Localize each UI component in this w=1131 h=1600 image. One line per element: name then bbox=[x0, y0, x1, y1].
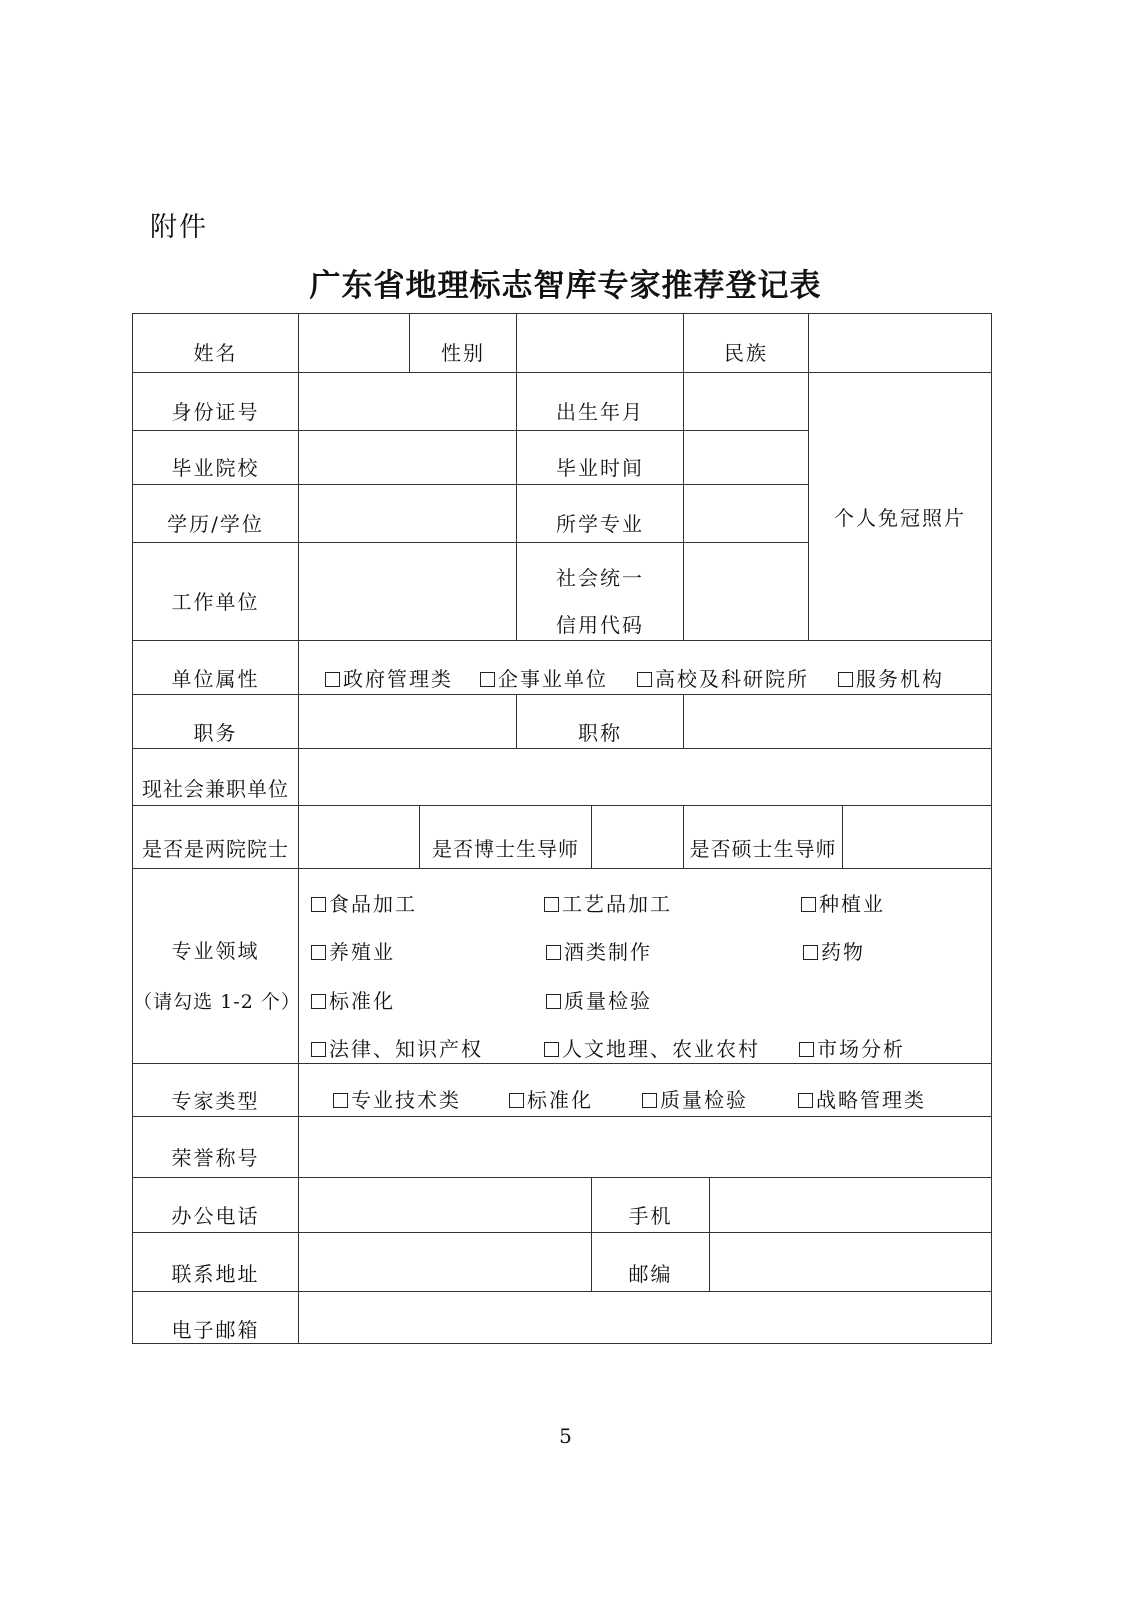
expert-type-option[interactable]: 标准化 bbox=[509, 1084, 593, 1113]
checkbox-icon[interactable] bbox=[799, 1042, 814, 1057]
label-position: 职务 bbox=[193, 721, 238, 745]
row-divider bbox=[132, 1177, 992, 1178]
label-major: 所学专业 bbox=[556, 512, 644, 536]
column-divider bbox=[683, 694, 684, 748]
row-divider bbox=[132, 542, 809, 543]
unit-type-option[interactable]: 企事业单位 bbox=[480, 663, 608, 692]
field-option[interactable]: 法律、知识产权 bbox=[311, 1033, 483, 1062]
checkbox-icon[interactable] bbox=[642, 1093, 657, 1108]
attachment-label: 附件 bbox=[150, 212, 208, 243]
checkbox-icon[interactable] bbox=[333, 1093, 348, 1108]
field-option[interactable]: 食品加工 bbox=[311, 888, 417, 917]
row-divider bbox=[132, 1343, 992, 1344]
label-mobile: 手机 bbox=[628, 1204, 673, 1228]
checkbox-icon[interactable] bbox=[325, 672, 340, 687]
label-photo: 个人免冠照片 bbox=[834, 506, 966, 530]
field-option[interactable]: 养殖业 bbox=[311, 936, 395, 965]
label-credit-code-1: 社会统一 bbox=[556, 566, 644, 590]
row-divider bbox=[132, 748, 992, 749]
checkbox-icon[interactable] bbox=[637, 672, 652, 687]
label-gender: 性别 bbox=[441, 341, 485, 365]
label-honors: 荣誉称号 bbox=[171, 1146, 260, 1170]
label-part-time: 现社会兼职单位 bbox=[142, 777, 289, 801]
label-email: 电子邮箱 bbox=[171, 1318, 260, 1342]
checkbox-icon[interactable] bbox=[311, 1042, 326, 1057]
label-expert-type: 专家类型 bbox=[171, 1089, 260, 1113]
label-field: 专业领域 bbox=[171, 939, 260, 963]
field-option[interactable]: 标准化 bbox=[311, 985, 395, 1014]
column-divider bbox=[591, 805, 592, 868]
label-degree: 学历/学位 bbox=[167, 512, 264, 536]
row-divider bbox=[132, 1291, 992, 1292]
checkbox-icon[interactable] bbox=[544, 1042, 559, 1057]
expert-type-option[interactable]: 质量检验 bbox=[642, 1084, 748, 1113]
column-divider bbox=[709, 1177, 710, 1291]
label-credit-code-2: 信用代码 bbox=[556, 613, 644, 637]
checkbox-icon[interactable] bbox=[546, 994, 561, 1009]
field-option[interactable]: 人文地理、农业农村 bbox=[544, 1033, 760, 1062]
field-option[interactable]: 工艺品加工 bbox=[544, 888, 672, 917]
page-number: 5 bbox=[559, 1424, 572, 1448]
column-divider bbox=[991, 313, 992, 1343]
label-office-phone: 办公电话 bbox=[171, 1204, 260, 1228]
label-school: 毕业院校 bbox=[171, 456, 260, 480]
checkbox-icon[interactable] bbox=[311, 897, 326, 912]
row-divider bbox=[132, 430, 809, 431]
label-employer: 工作单位 bbox=[171, 590, 260, 614]
column-divider bbox=[808, 313, 809, 372]
unit-type-option[interactable]: 高校及科研院所 bbox=[637, 663, 809, 692]
checkbox-icon[interactable] bbox=[509, 1093, 524, 1108]
label-field-hint: （请勾选 1-2 个） bbox=[133, 991, 301, 1013]
label-address: 联系地址 bbox=[171, 1262, 260, 1286]
row-divider bbox=[132, 372, 992, 373]
field-option[interactable]: 酒类制作 bbox=[546, 936, 652, 965]
label-title-rank: 职称 bbox=[578, 721, 622, 745]
field-option[interactable]: 药物 bbox=[803, 936, 865, 965]
checkbox-icon[interactable] bbox=[798, 1093, 813, 1108]
checkbox-icon[interactable] bbox=[546, 945, 561, 960]
form-title: 广东省地理标志智库专家推荐登记表 bbox=[309, 268, 822, 304]
checkbox-icon[interactable] bbox=[311, 994, 326, 1009]
label-id-number: 身份证号 bbox=[171, 400, 260, 424]
label-master-supervisor: 是否硕士生导师 bbox=[689, 837, 837, 861]
label-ethnicity: 民族 bbox=[724, 341, 768, 365]
row-divider bbox=[132, 868, 992, 869]
unit-type-option[interactable]: 政府管理类 bbox=[325, 663, 453, 692]
unit-type-option[interactable]: 服务机构 bbox=[838, 663, 944, 692]
expert-type-option[interactable]: 战略管理类 bbox=[798, 1084, 926, 1113]
row-divider bbox=[132, 694, 992, 695]
label-grad-time: 毕业时间 bbox=[556, 456, 644, 480]
row-divider bbox=[132, 1116, 992, 1117]
checkbox-icon[interactable] bbox=[544, 897, 559, 912]
column-divider bbox=[842, 805, 843, 868]
field-option[interactable]: 市场分析 bbox=[799, 1033, 905, 1062]
checkbox-icon[interactable] bbox=[803, 945, 818, 960]
checkbox-icon[interactable] bbox=[311, 945, 326, 960]
row-divider bbox=[132, 805, 992, 806]
row-divider bbox=[132, 640, 992, 641]
row-divider bbox=[132, 313, 992, 314]
checkbox-icon[interactable] bbox=[480, 672, 495, 687]
label-phd-supervisor: 是否博士生导师 bbox=[432, 837, 579, 861]
field-option[interactable]: 种植业 bbox=[801, 888, 885, 917]
row-divider bbox=[132, 1232, 992, 1233]
checkbox-icon[interactable] bbox=[801, 897, 816, 912]
checkbox-icon[interactable] bbox=[838, 672, 853, 687]
column-divider bbox=[683, 372, 684, 640]
label-birth: 出生年月 bbox=[556, 400, 644, 424]
expert-type-option[interactable]: 专业技术类 bbox=[333, 1084, 461, 1113]
label-name: 姓名 bbox=[193, 341, 238, 365]
label-academician: 是否是两院院士 bbox=[142, 837, 289, 861]
label-postcode: 邮编 bbox=[628, 1262, 673, 1286]
row-divider bbox=[132, 484, 809, 485]
column-divider bbox=[298, 313, 299, 1343]
row-divider bbox=[132, 1063, 992, 1064]
label-unit-type: 单位属性 bbox=[171, 667, 260, 691]
column-divider bbox=[516, 313, 517, 372]
field-option[interactable]: 质量检验 bbox=[546, 985, 652, 1014]
